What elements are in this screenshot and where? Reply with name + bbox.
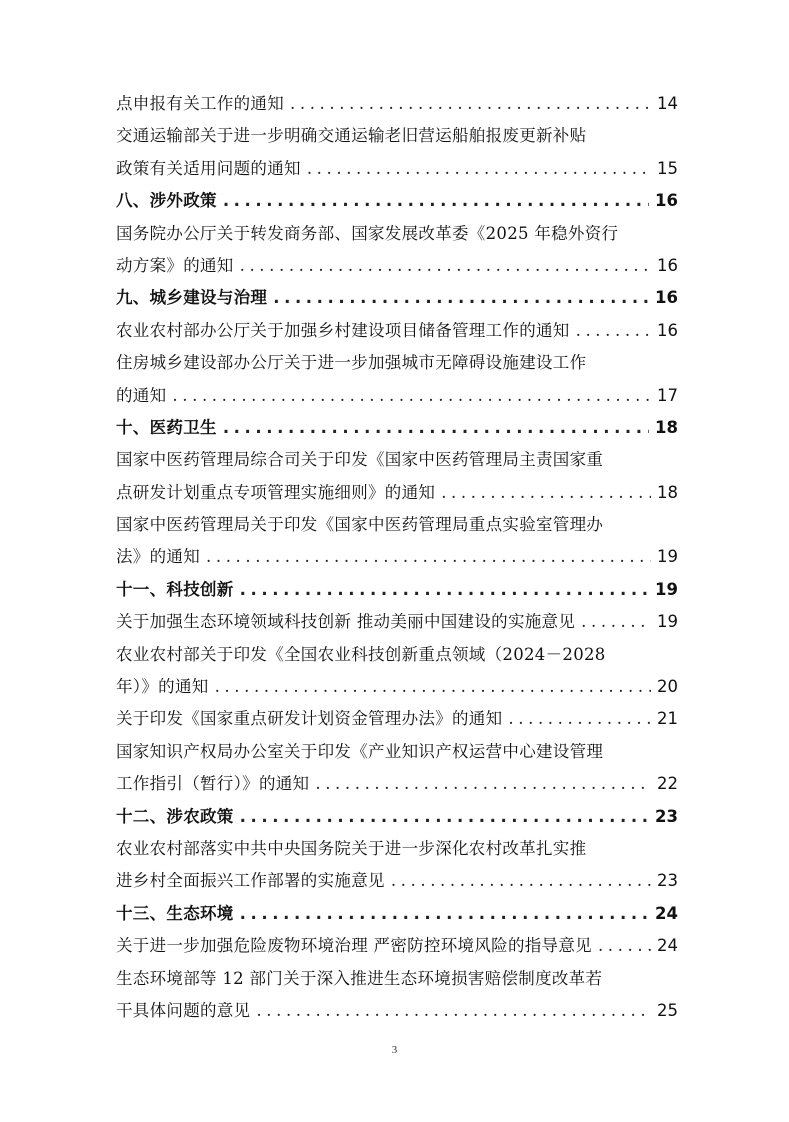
toc-leader-dots — [172, 380, 651, 412]
toc-entry[interactable] — [116, 768, 678, 800]
toc-leader-dots — [576, 315, 651, 347]
toc-entry-title: 住房城乡建设部办公厅关于进一步加强城市无障碍设施建设工作 — [116, 353, 587, 373]
toc-entry[interactable] — [116, 865, 678, 897]
toc-leader-dots — [240, 574, 649, 606]
toc-entry[interactable] — [116, 963, 678, 995]
toc-entry-title: 国务院办公厅关于转发商务部、国家发展改革委《2025 年稳外资行 — [116, 223, 619, 243]
toc-section-heading[interactable] — [116, 412, 678, 444]
toc-entry-title: 生态环境部等 12 部门关于深入推进生态环境损害赔偿制度改革若 — [116, 968, 603, 988]
toc-entry[interactable] — [116, 671, 678, 703]
toc-leader-dots — [441, 477, 651, 509]
toc-entry[interactable] — [116, 153, 678, 185]
toc-leader-dots — [581, 606, 651, 638]
toc-section-title: 九、城乡建设与治理 — [116, 288, 268, 308]
toc-leader-dots — [598, 930, 651, 962]
toc-entry[interactable] — [116, 703, 678, 735]
toc-leader-dots — [240, 898, 649, 930]
table-of-contents — [116, 88, 678, 1027]
toc-entry[interactable] — [116, 380, 678, 412]
toc-leader-dots — [206, 541, 651, 573]
toc-section-title: 十、医药卫生 — [116, 417, 217, 437]
toc-entry-page: 19 — [657, 547, 678, 567]
toc-leader-dots — [273, 282, 649, 314]
toc-section-heading[interactable] — [116, 185, 678, 217]
toc-entry-page: 22 — [657, 774, 678, 794]
toc-entry-page: 16 — [655, 288, 678, 308]
toc-leader-dots — [290, 88, 651, 120]
toc-entry[interactable] — [116, 477, 678, 509]
toc-entry[interactable] — [116, 995, 678, 1027]
toc-entry[interactable] — [116, 250, 678, 282]
toc-entry-title: 年）》的通知 — [116, 677, 209, 697]
toc-entry-title: 点研发计划重点专项管理实施细则》的通知 — [116, 482, 436, 502]
toc-entry-page: 15 — [657, 158, 678, 178]
toc-entry-title: 交通运输部关于进一步明确交通运输老旧营运船舶报废更新补贴 — [116, 126, 587, 146]
toc-entry[interactable] — [116, 930, 678, 962]
toc-section-title: 十一、科技创新 — [116, 579, 234, 599]
toc-entry-title: 干具体问题的意见 — [116, 1000, 251, 1020]
toc-entry-page: 16 — [657, 320, 678, 340]
toc-entry-title: 进乡村全面振兴工作部署的实施意见 — [116, 871, 385, 891]
toc-entry-title: 国家知识产权局办公室关于印发《产业知识产权运营中心建设管理 — [116, 741, 604, 761]
toc-entry-title: 动方案》的通知 — [116, 255, 234, 275]
toc-entry-page: 20 — [657, 677, 678, 697]
toc-entry[interactable] — [116, 218, 678, 250]
toc-entry-title: 点申报有关工作的通知 — [116, 94, 284, 113]
toc-entry-page: 16 — [657, 255, 678, 275]
toc-leader-dots — [307, 153, 651, 185]
toc-leader-dots — [508, 703, 651, 735]
toc-entry-page: 14 — [657, 94, 678, 113]
toc-entry-page: 24 — [657, 936, 678, 956]
toc-entry[interactable] — [116, 444, 678, 476]
toc-entry-title: 农业农村部落实中共中央国务院关于进一步深化农村改革扎实推 — [116, 838, 587, 858]
toc-entry[interactable] — [116, 88, 678, 120]
toc-entry-page: 23 — [655, 806, 678, 826]
toc-entry[interactable] — [116, 736, 678, 768]
toc-entry[interactable] — [116, 639, 678, 671]
toc-entry-page: 23 — [657, 871, 678, 891]
toc-entry-page: 24 — [655, 903, 678, 923]
toc-entry-page: 18 — [657, 482, 678, 502]
toc-section-heading[interactable] — [116, 801, 678, 833]
toc-entry-title: 农业农村部关于印发《全国农业科技创新重点领域（2024－2028 — [116, 644, 606, 664]
toc-entry-page: 17 — [657, 385, 678, 405]
toc-entry-title: 法》的通知 — [116, 547, 200, 567]
toc-entry-page: 21 — [657, 709, 678, 729]
toc-entry-title: 关于进一步加强危险废物环境治理 严密防控环境风险的指导意见 — [116, 936, 592, 956]
toc-entry-title: 工作指引（暂行）》的通知 — [116, 774, 310, 794]
toc-leader-dots — [391, 865, 651, 897]
toc-section-heading[interactable] — [116, 282, 678, 314]
toc-section-title: 八、涉外政策 — [116, 191, 217, 211]
toc-entry[interactable] — [116, 541, 678, 573]
toc-leader-dots — [256, 995, 651, 1027]
toc-section-heading[interactable] — [116, 898, 678, 930]
toc-entry-title: 政策有关适用问题的通知 — [116, 158, 301, 178]
toc-leader-dots — [215, 671, 651, 703]
toc-leader-dots — [223, 185, 649, 217]
toc-entry-page: 18 — [655, 417, 678, 437]
toc-leader-dots — [240, 801, 649, 833]
toc-leader-dots — [223, 412, 649, 444]
toc-leader-dots — [315, 768, 651, 800]
toc-entry[interactable] — [116, 833, 678, 865]
toc-entry[interactable] — [116, 120, 678, 152]
toc-entry[interactable] — [116, 606, 678, 638]
toc-entry-title: 农业农村部办公厅关于加强乡村建设项目储备管理工作的通知 — [116, 320, 570, 340]
toc-entry-title: 的通知 — [116, 385, 167, 405]
toc-entry-page: 19 — [655, 579, 678, 599]
toc-entry-page: 16 — [655, 191, 678, 211]
toc-entry-title: 关于加强生态环境领域科技创新 推动美丽中国建设的实施意见 — [116, 612, 576, 632]
toc-entry[interactable] — [116, 509, 678, 541]
toc-entry-title: 国家中医药管理局关于印发《国家中医药管理局重点实验室管理办 — [116, 515, 604, 535]
toc-entry-page: 25 — [657, 1000, 678, 1020]
toc-leader-dots — [240, 250, 651, 282]
toc-section-heading[interactable] — [116, 574, 678, 606]
toc-entry-title: 关于印发《国家重点研发计划资金管理办法》的通知 — [116, 709, 503, 729]
toc-section-title: 十二、涉农政策 — [116, 806, 234, 826]
page-number: 3 — [391, 1044, 398, 1056]
toc-entry-page: 19 — [657, 612, 678, 632]
toc-entry-title: 国家中医药管理局综合司关于印发《国家中医药管理局主责国家重 — [116, 450, 604, 470]
toc-section-title: 十三、生态环境 — [116, 903, 234, 923]
toc-entry[interactable] — [116, 315, 678, 347]
toc-entry[interactable] — [116, 347, 678, 379]
